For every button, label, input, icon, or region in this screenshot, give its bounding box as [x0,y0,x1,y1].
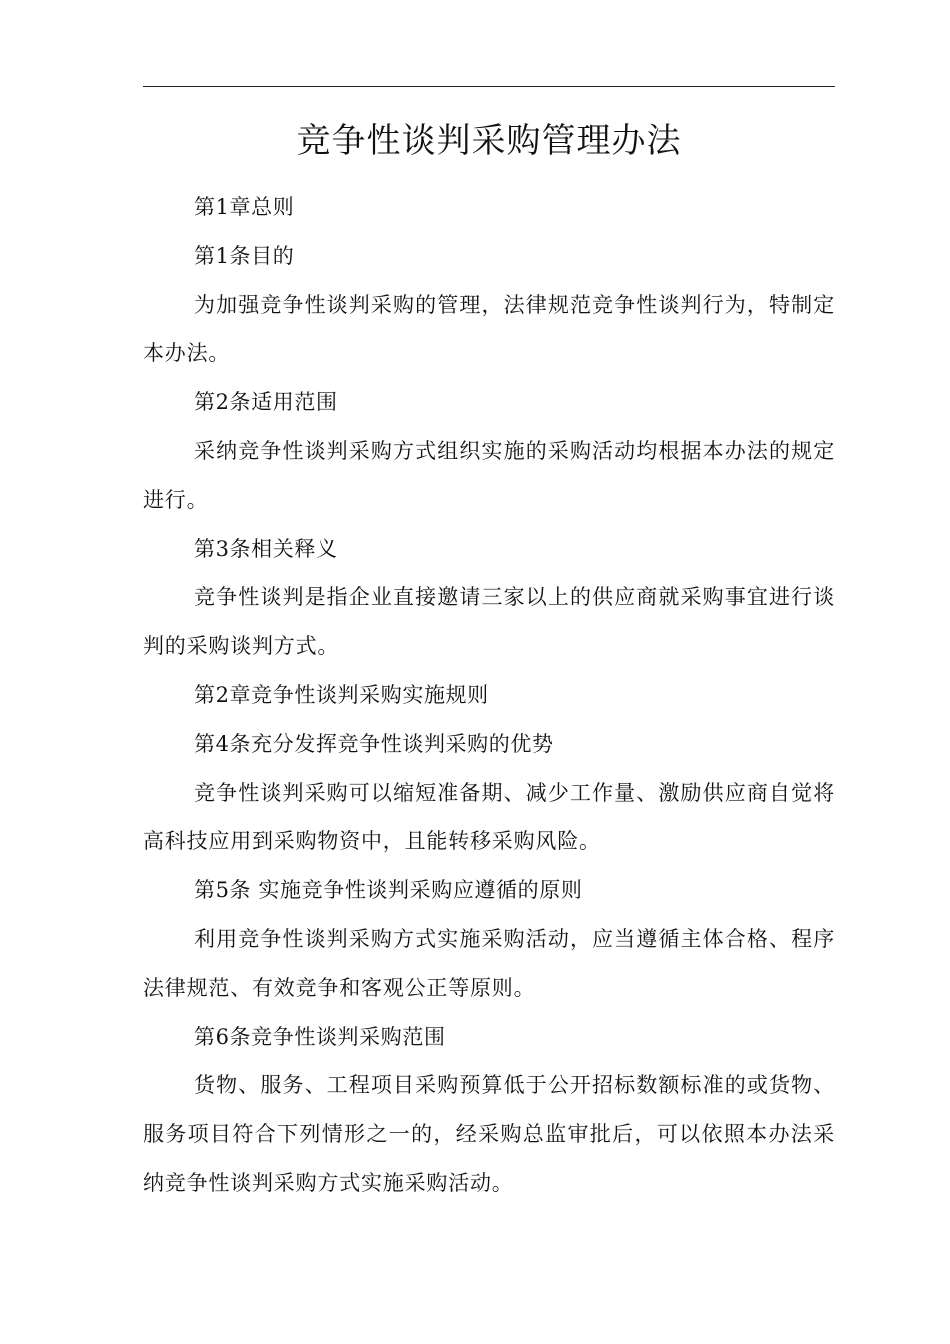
paragraph: 为加强竞争性谈判采购的管理，法律规范竞争性谈判行为，特制定本办法。 [143,292,835,366]
paragraph: 利用竞争性谈判采购方式实施采购活动，应当遵循主体合格、程序法律规范、有效竞争和客观公正等原则。 [143,926,835,1000]
header-rule [143,86,835,87]
paragraph: 采纳竞争性谈判采购方式组织实施的采购活动均根据本办法的规定进行。 [143,438,835,512]
article-heading: 第5条 实施竞争性谈判采购应遵循的原则 [194,878,583,903]
paragraph: 货物、服务、工程项目采购预算低于公开招标数额标准的或货物、服务项目符合下列情形之一的，经采购总监审批后，可以依照本办法采纳竞争性谈判采购方式实施采购活动。 [143,1073,835,1195]
article-heading: 第3条相关释义 [194,536,338,561]
article-heading: 第6条竞争性谈判采购范围 [194,1024,446,1049]
paragraph: 竞争性谈判采购可以缩短准备期、减少工作量、激励供应商自觉将高科技应用到采购物资中，且能转移采购风险。 [143,780,835,854]
chapter-heading: 第1章总则 [194,195,295,219]
document-body [143,183,835,1208]
chapter-heading: 第2章竞争性谈判采购实施规则 [194,682,489,707]
document-title: 竞争性谈判采购管理办法 [296,121,682,161]
article-heading: 第4条充分发挥竞争性谈判采购的优势 [194,731,554,756]
paragraph: 竞争性谈判是指企业直接邀请三家以上的供应商就采购事宜进行谈判的采购谈判方式。 [143,585,835,659]
article-heading: 第2条适用范围 [194,390,338,415]
article-heading: 第1条目的 [194,243,295,268]
